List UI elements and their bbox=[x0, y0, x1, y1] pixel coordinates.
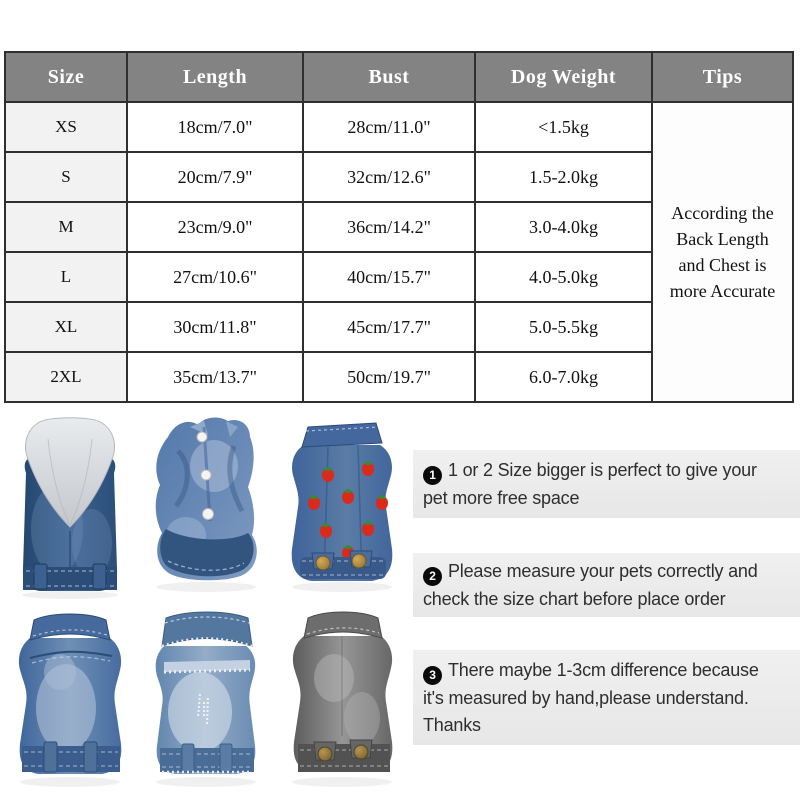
col-header-bust: Bust bbox=[303, 52, 475, 102]
note-line: Please measure your pets correctly and bbox=[448, 560, 758, 581]
table-header-row bbox=[5, 52, 793, 102]
cell-length: 18cm/7.0" bbox=[127, 102, 303, 152]
col-header-tips: Tips bbox=[652, 52, 793, 102]
photo-denim-vest-frayed bbox=[138, 604, 274, 800]
product-photo-grid bbox=[2, 410, 412, 800]
cell-bust: 50cm/19.7" bbox=[303, 352, 475, 402]
size-chart-table bbox=[4, 51, 794, 403]
cell-size: S bbox=[5, 152, 127, 202]
photo-denim-jacket-front-buttons bbox=[138, 410, 274, 604]
cell-size: 2XL bbox=[5, 352, 127, 402]
note-number-badge: 2 bbox=[423, 567, 442, 586]
photo-denim-vest-strawberries bbox=[274, 410, 410, 604]
col-header-size: Size bbox=[5, 52, 127, 102]
cell-length: 20cm/7.9" bbox=[127, 152, 303, 202]
tips-cell: According the Back Length and Chest is more Accurate bbox=[652, 102, 793, 402]
cell-length: 30cm/11.8" bbox=[127, 302, 303, 352]
note-line: There maybe 1-3cm difference because bbox=[448, 659, 759, 680]
note-size-bigger bbox=[413, 450, 800, 518]
frayed-vest-illustration bbox=[138, 604, 274, 800]
note-line: check the size chart before place order bbox=[423, 588, 726, 609]
photo-denim-vest-back bbox=[2, 604, 138, 800]
note-number-badge: 1 bbox=[423, 466, 442, 485]
col-header-dog-weight: Dog Weight bbox=[475, 52, 652, 102]
note-line: it's measured by hand,please understand. bbox=[423, 687, 749, 708]
note-measure-correctly bbox=[413, 553, 800, 617]
photo-denim-hoodie-back bbox=[2, 410, 138, 604]
cell-bust: 40cm/15.7" bbox=[303, 252, 475, 302]
cell-dog-weight: <1.5kg bbox=[475, 102, 652, 152]
cell-length: 35cm/13.7" bbox=[127, 352, 303, 402]
cell-dog-weight: 1.5-2.0kg bbox=[475, 152, 652, 202]
cell-dog-weight: 5.0-5.5kg bbox=[475, 302, 652, 352]
note-line: pet more free space bbox=[423, 487, 580, 508]
table-row bbox=[5, 102, 793, 152]
cell-length: 27cm/10.6" bbox=[127, 252, 303, 302]
cell-dog-weight: 4.0-5.0kg bbox=[475, 252, 652, 302]
cell-length: 23cm/9.0" bbox=[127, 202, 303, 252]
note-line: 1 or 2 Size bigger is perfect to give your bbox=[448, 459, 757, 480]
denim-vest-back-illustration bbox=[2, 604, 138, 800]
cell-dog-weight: 3.0-4.0kg bbox=[475, 202, 652, 252]
cell-size: XS bbox=[5, 102, 127, 152]
photo-denim-vest-gray bbox=[274, 604, 410, 800]
strawberry-vest-illustration bbox=[274, 410, 410, 604]
cell-dog-weight: 6.0-7.0kg bbox=[475, 352, 652, 402]
cell-bust: 36cm/14.2" bbox=[303, 202, 475, 252]
note-measure-difference bbox=[413, 650, 800, 745]
note-line: Thanks bbox=[423, 714, 481, 735]
cell-bust: 32cm/12.6" bbox=[303, 152, 475, 202]
denim-hoodie-illustration bbox=[2, 410, 138, 604]
denim-jacket-illustration bbox=[138, 410, 274, 604]
cell-size: XL bbox=[5, 302, 127, 352]
size-chart-section bbox=[4, 51, 792, 389]
cell-bust: 28cm/11.0" bbox=[303, 102, 475, 152]
gray-vest-illustration bbox=[274, 604, 410, 800]
cell-size: L bbox=[5, 252, 127, 302]
col-header-length: Length bbox=[127, 52, 303, 102]
cell-size: M bbox=[5, 202, 127, 252]
note-number-badge: 3 bbox=[423, 666, 442, 685]
cell-bust: 45cm/17.7" bbox=[303, 302, 475, 352]
